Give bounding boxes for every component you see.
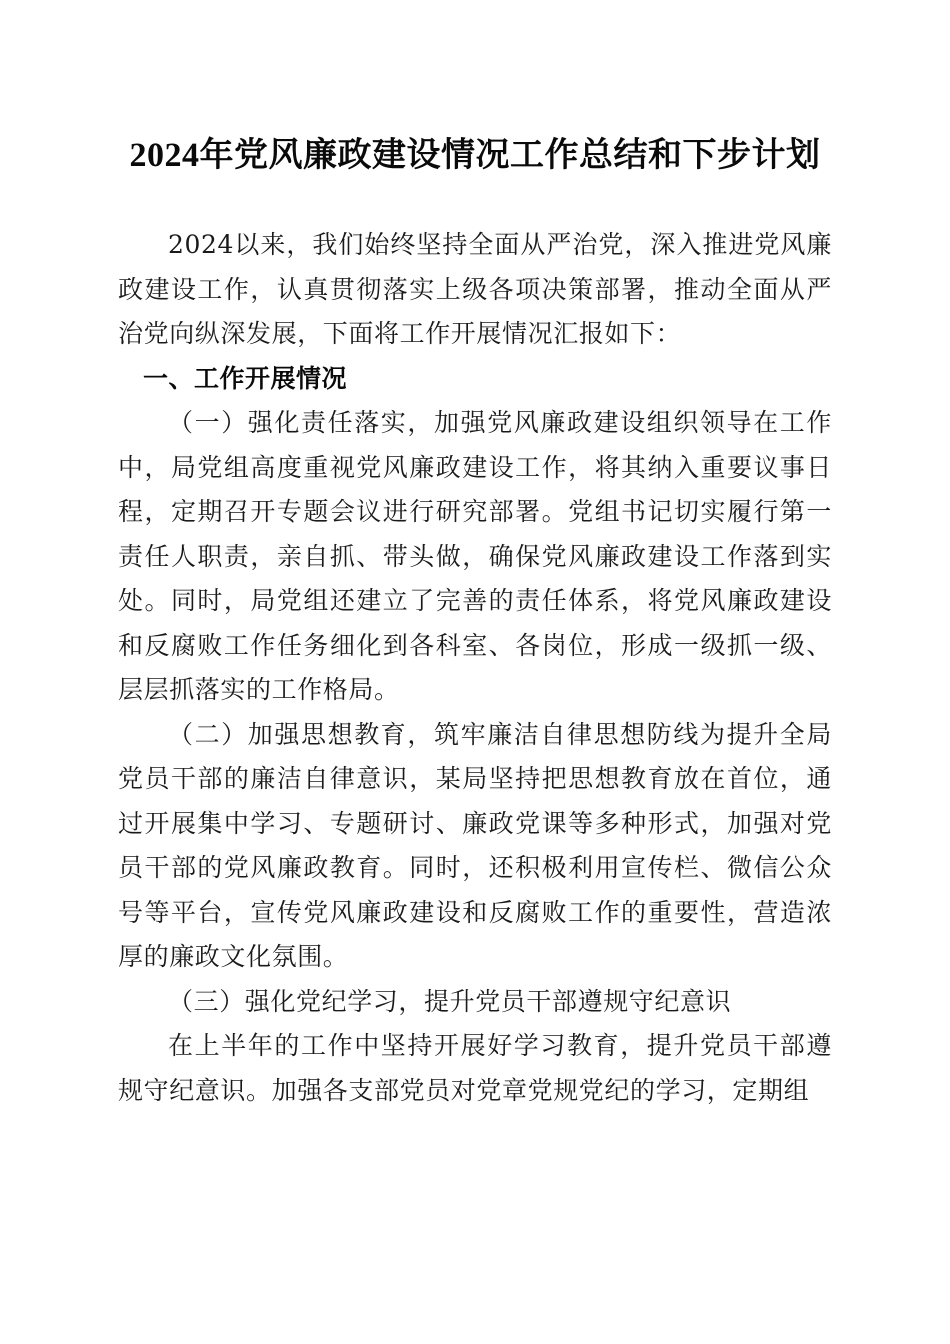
intro-paragraph: 2024以来，我们始终坚持全面从严治党，深入推进党风廉政建设工作，认真贯彻落实上级各项决策部署，推动全面从严治党向纵深发展，下面将工作开展情况汇报如下： [118,230,832,348]
document-content [118,0,832,1113]
title-spacer [118,179,832,223]
subsection-paragraph-1: （一）强化责任落实，加强党风廉政建设组织领导在工作中，局党组高度重视党风廉政建设工作，将其纳入重要议事日程，定期召开专题会议进行研究部署。党组书记切实履行第一责任人职责，亲自抓、带头做，确保党风廉政建设工作落到实处。同时，局党组还建立了完善的责任体系，将党风廉政建设和反腐败工作任务细化到各科室、各岗位，形成一级抓一级、层层抓落实的工作格局。 [118,408,832,704]
page-title [118,0,832,179]
subsection-heading-3: （三）强化党纪学习，提升党员干部遵规守纪意识 [168,986,732,1016]
section-heading-1: 一、工作开展情况 [143,364,348,393]
page-title-text: 2024年党风廉政建设情况工作总结和下步计划 [129,137,821,174]
subsection-paragraph-3: 在上半年的工作中坚持开展好学习教育，提升党员干部遵规守纪意识。加强各支部党员对党章党规党纪的学习，定期组 [118,1031,832,1105]
subsection-paragraph-2: （二）加强思想教育，筑牢廉洁自律思想防线为提升全局党员干部的廉洁自律意识，某局坚持把思想教育放在首位，通过开展集中学习、专题研讨、廉政党课等多种形式，加强对党员干部的党风廉政教育。同时，还积极利用宣传栏、微信公众号等平台，宣传党风廉政建设和反腐败工作的重要性，营造浓厚的廉政文化氛围。 [118,719,832,971]
